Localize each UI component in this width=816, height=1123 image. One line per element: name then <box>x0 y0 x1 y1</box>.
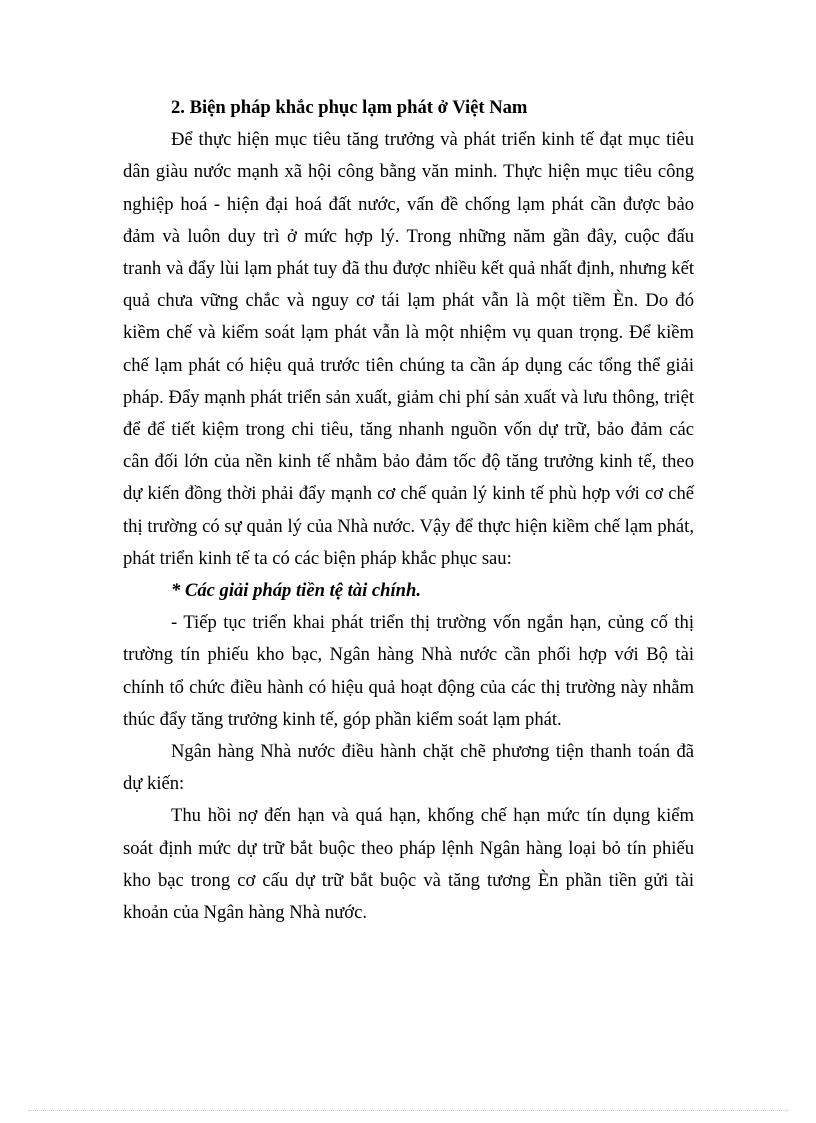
document-body <box>123 92 694 929</box>
paragraph-payment-instruments: Ngân hàng Nhà nước điều hành chặt chẽ phương tiện thanh toán đã dự kiến: <box>123 741 694 795</box>
paragraph-short-term-capital: - Tiếp tục triển khai phát triển thị trường vốn ngắn hạn, củng cố thị trường tín phiếu kho bạc, Ngân hàng Nhà nước cần phối hợp với Bộ tài chính tổ chức điều hành có hiệu quả hoạt động của các thị trường này nhằm thúc đẩy tăng trưởng kinh tế, góp phần kiểm soát lạm phát. <box>123 612 694 730</box>
section-heading: 2. Biện pháp khắc phục lạm phát ở Việt Nam <box>171 97 528 118</box>
page-bottom-divider <box>28 1110 788 1111</box>
paragraph-intro: Để thực hiện mục tiêu tăng trưởng và phát triển kinh tế đạt mục tiêu dân giàu nước mạnh xã hội công bằng văn minh. Thực hiện mục tiêu công nghiệp hoá - hiện đại hoá đất nước, vấn đề chống lạm phát cần được bảo đảm và luôn duy trì ở mức hợp lý. Trong những năm gần đây, cuộc đấu tranh và đẩy lùi lạm phát tuy đã thu được nhiều kết quả nhất định, nhưng kết quả chưa vững chắc và nguy cơ tái lạm phát vẫn là một tiềm Èn. Do đó kiềm chế và kiểm soát lạm phát vẫn là một nhiệm vụ quan trọng. Để kiềm chế lạm phát có hiệu quả trước tiên chúng ta cần áp dụng các tổng thể giải pháp. Đẩy mạnh phát triển sản xuất, giảm chi phí sản xuất và lưu thông, triệt để để tiết kiệm trong chi tiêu, tăng nhanh nguồn vốn dự trữ, bảo đảm các cân đối lớn của nền kinh tế nhằm bảo đảm tốc độ tăng trưởng kinh tế, theo dự kiến đồng thời phải đẩy mạnh cơ chế quản lý kinh tế phù hợp với cơ chế thị trường có sự quản lý của Nhà nước. Vậy để thực hiện kiềm chế lạm phát, phát triển kinh tế ta có các biện pháp khắc phục sau: <box>123 129 694 569</box>
subsection-heading: * Các giải pháp tiền tệ tài chính. <box>171 580 422 602</box>
paragraph-debt-recovery: Thu hồi nợ đến hạn và quá hạn, khống chế hạn mức tín dụng kiểm soát định mức dự trữ bắt buộc theo pháp lệnh Ngân hàng loại bỏ tín phiếu kho bạc trong cơ cấu dự trữ bắt buộc và tăng tương Èn phần tiền gửi tài khoản của Ngân hàng Nhà nước. <box>123 805 694 924</box>
